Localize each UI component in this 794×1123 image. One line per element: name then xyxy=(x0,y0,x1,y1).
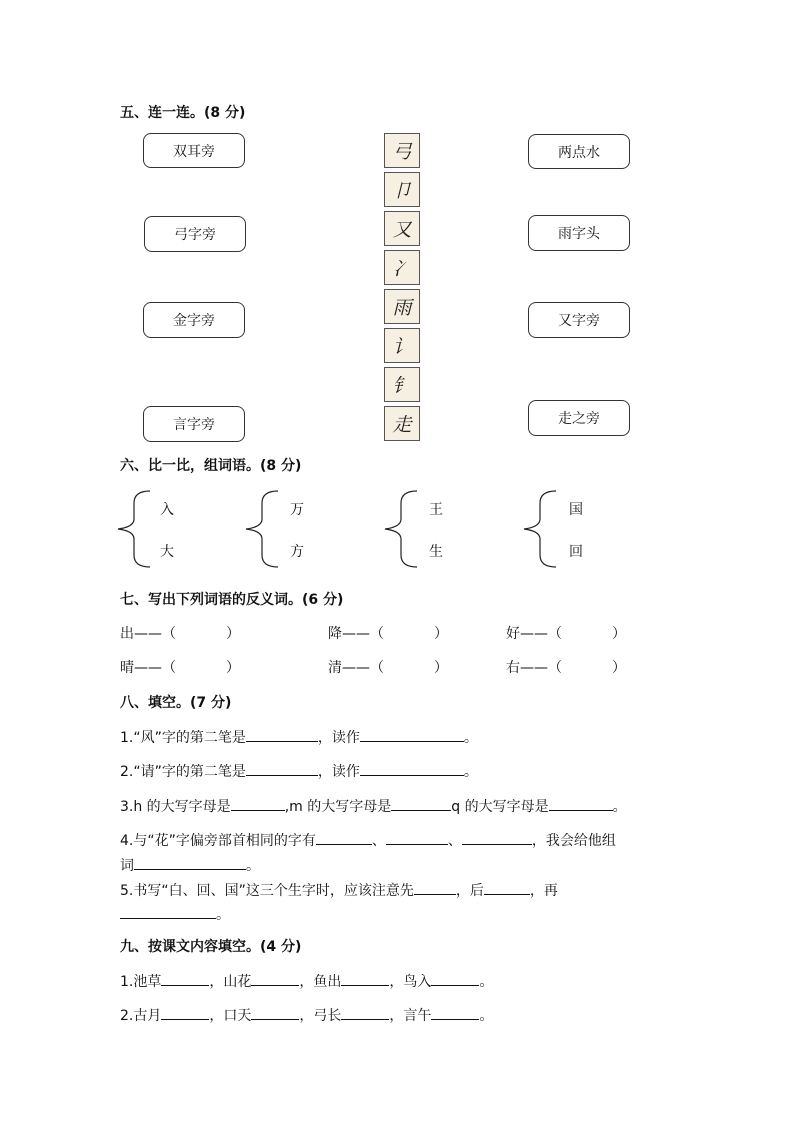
compare-char: 入 xyxy=(160,502,174,518)
answer-blank[interactable] xyxy=(251,972,299,986)
compare-char: 方 xyxy=(290,544,304,560)
answer-blank[interactable] xyxy=(391,797,451,811)
section-5-title: 五、连一连。(8 分) xyxy=(120,105,246,121)
antonym-item[interactable]: 右——（ ） xyxy=(506,660,626,676)
answer-blank[interactable] xyxy=(484,881,530,895)
fill-question-3: 3.h 的大写字母是 ,m 的大写字母是 q 的大写字母是 。 xyxy=(120,799,627,815)
right-box-1[interactable]: 两点水 xyxy=(528,134,630,169)
answer-blank[interactable] xyxy=(231,797,285,811)
radical-tile[interactable]: 卩 xyxy=(384,172,420,207)
radical-tile[interactable]: 又 xyxy=(384,211,420,246)
fill-question-1: 1.“风”字的第二笔是 ，读作 。 xyxy=(120,730,478,746)
compare-char: 大 xyxy=(160,544,174,560)
answer-blank[interactable] xyxy=(161,1006,209,1020)
left-box-2[interactable]: 弓字旁 xyxy=(144,216,246,252)
section-8-title: 八、填空。(7 分) xyxy=(120,695,232,711)
fill-question-5-cont: 。 xyxy=(120,904,230,924)
answer-blank[interactable] xyxy=(462,831,532,845)
answer-blank[interactable] xyxy=(341,1006,389,1020)
answer-blank[interactable] xyxy=(316,831,372,845)
antonym-item[interactable]: 清——（ ） xyxy=(328,660,448,676)
radical-tile[interactable]: 冫 xyxy=(384,250,420,285)
answer-blank[interactable] xyxy=(134,856,246,870)
radical-tile[interactable]: 走 xyxy=(384,406,420,441)
brace-icon xyxy=(116,489,156,569)
right-box-3[interactable]: 又字旁 xyxy=(528,302,630,338)
compare-char: 王 xyxy=(429,502,443,518)
left-box-4[interactable]: 言字旁 xyxy=(143,406,245,442)
left-box-3[interactable]: 金字旁 xyxy=(143,302,245,338)
answer-blank[interactable] xyxy=(341,972,389,986)
answer-blank[interactable] xyxy=(120,905,216,919)
radical-tile[interactable]: 钅 xyxy=(384,367,420,402)
section-9-title: 九、按课文内容填空。(4 分) xyxy=(120,939,302,955)
answer-blank[interactable] xyxy=(360,762,464,776)
answer-blank[interactable] xyxy=(386,831,448,845)
answer-blank[interactable] xyxy=(360,728,464,742)
brace-icon xyxy=(383,489,423,569)
section-7-title: 七、写出下列词语的反义词。(6 分) xyxy=(120,592,344,608)
right-box-4[interactable]: 走之旁 xyxy=(528,400,630,436)
answer-blank[interactable] xyxy=(414,881,456,895)
antonym-item[interactable]: 出——（ ） xyxy=(120,626,240,642)
compare-char: 回 xyxy=(569,544,583,560)
fill-question-5: 5.书写“白、回、国”这三个生字时，应该注意先 ，后 ，再 xyxy=(120,883,558,899)
compare-char: 生 xyxy=(429,544,443,560)
antonym-item[interactable]: 好——（ ） xyxy=(506,626,626,642)
brace-icon xyxy=(244,489,284,569)
compare-char: 万 xyxy=(290,502,304,518)
radical-tile[interactable]: 雨 xyxy=(384,289,420,324)
fill-question-4: 4.与“花”字偏旁部首相同的字有 、 、 ，我会给他组 xyxy=(120,833,616,849)
recite-question-2: 2.古月 ，口天 ，弓长 ，言午 。 xyxy=(120,1008,494,1024)
answer-blank[interactable] xyxy=(549,797,613,811)
fill-question-4-cont: 词 。 xyxy=(120,858,260,874)
answer-blank[interactable] xyxy=(251,1006,299,1020)
left-box-1[interactable]: 双耳旁 xyxy=(143,133,245,168)
compare-char: 国 xyxy=(569,502,583,518)
radical-tile[interactable]: 讠 xyxy=(384,328,420,363)
answer-blank[interactable] xyxy=(161,972,209,986)
right-box-2[interactable]: 雨字头 xyxy=(528,215,630,251)
recite-question-1: 1.池草 ，山花 ，鱼出 ，鸟入 。 xyxy=(120,974,494,990)
fill-question-2: 2.“请”字的第二笔是 ，读作 。 xyxy=(120,764,478,780)
answer-blank[interactable] xyxy=(246,728,318,742)
answer-blank[interactable] xyxy=(431,972,479,986)
brace-icon xyxy=(522,489,562,569)
answer-blank[interactable] xyxy=(431,1006,479,1020)
antonym-item[interactable]: 降——（ ） xyxy=(328,626,448,642)
answer-blank[interactable] xyxy=(246,762,318,776)
antonym-item[interactable]: 晴——（ ） xyxy=(120,660,240,676)
section-6-title: 六、比一比，组词语。(8 分) xyxy=(120,458,302,474)
radical-tile[interactable]: 弓 xyxy=(384,133,420,168)
